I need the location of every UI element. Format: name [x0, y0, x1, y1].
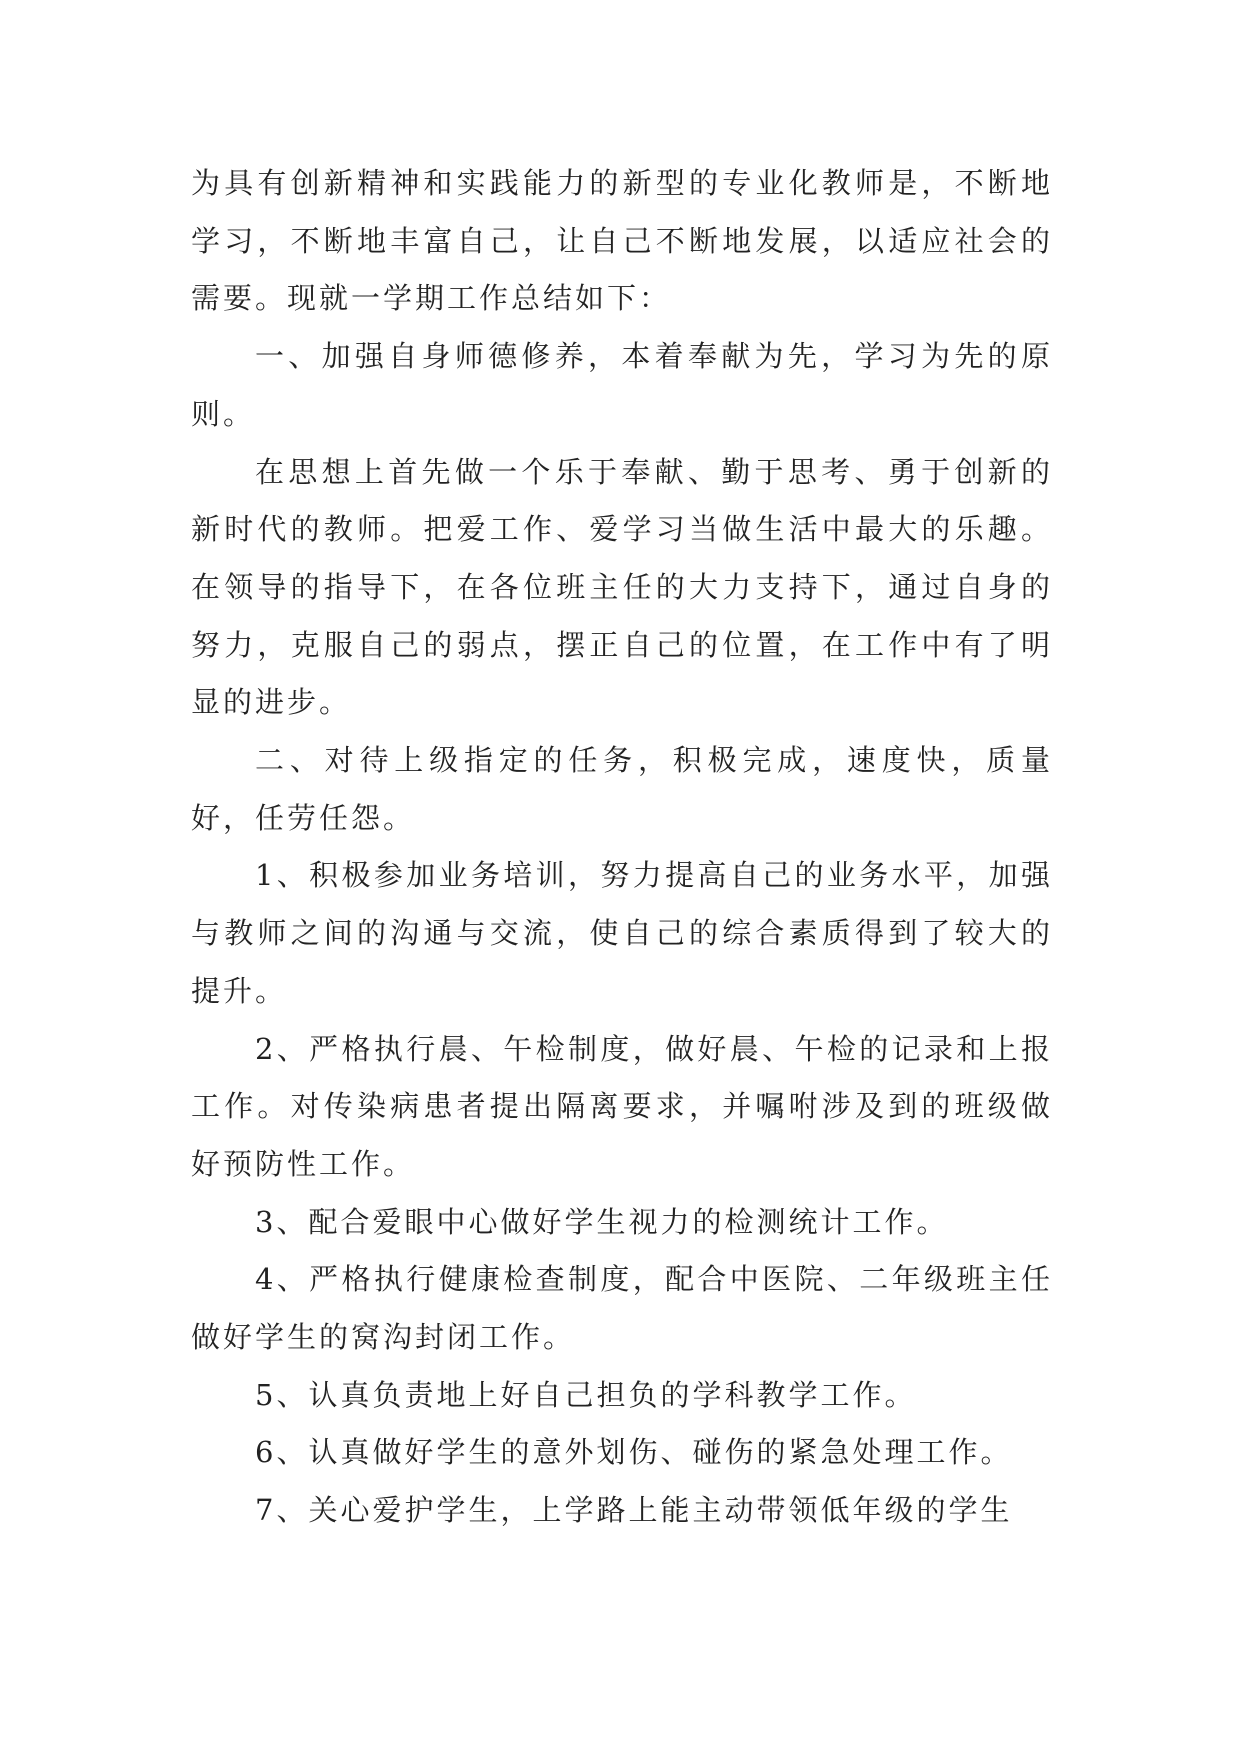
- paragraph-section-one-body: 在思想上首先做一个乐于奉献、勤于思考、勇于创新的新时代的教师。把爱工作、爱学习当做生活中最大的乐趣。在领导的指导下，在各位班主任的大力支持下，通过自身的努力，克服自己的弱点，摆正自己的位置，在工作中有了明显的进步。: [191, 454, 1053, 720]
- paragraph-item-7: 7、关心爱护学生，上学路上能主动带领低年级的学生: [255, 1493, 1013, 1528]
- paragraph-item-1: 1、积极参加业务培训，努力提高自己的业务水平，加强与教师之间的沟通与交流，使自己的综合素质得到了较大的提升。: [191, 858, 1053, 1008]
- paragraph-intro: 为具有创新精神和实践能力的新型的专业化教师是，不断地学习，不断地丰富自己，让自己不断地发展，以适应社会的需要。现就一学期工作总结如下：: [191, 166, 1053, 316]
- paragraph-item-3: 3、配合爱眼中心做好学生视力的检测统计工作。: [255, 1204, 949, 1239]
- paragraph-item-6: 6、认真做好学生的意外划伤、碰伤的紧急处理工作。: [255, 1435, 1013, 1470]
- paragraph-item-2: 2、严格执行晨、午检制度，做好晨、午检的记录和上报工作。对传染病患者提出隔离要求，并嘱咐涉及到的班级做好预防性工作。: [191, 1031, 1053, 1181]
- paragraph-item-4: 4、严格执行健康检查制度，配合中医院、二年级班主任做好学生的窝沟封闭工作。: [191, 1262, 1053, 1355]
- paragraph-section-one-heading: 一、加强自身师德修养，本着奉献为先，学习为先的原则。: [191, 339, 1053, 431]
- paragraph-item-5: 5、认真负责地上好自己担负的学科教学工作。: [255, 1377, 917, 1412]
- paragraph-section-two-heading: 二、对待上级指定的任务，积极完成，速度快，质量好，任劳任怨。: [191, 743, 1053, 835]
- document-body: [191, 155, 1053, 1540]
